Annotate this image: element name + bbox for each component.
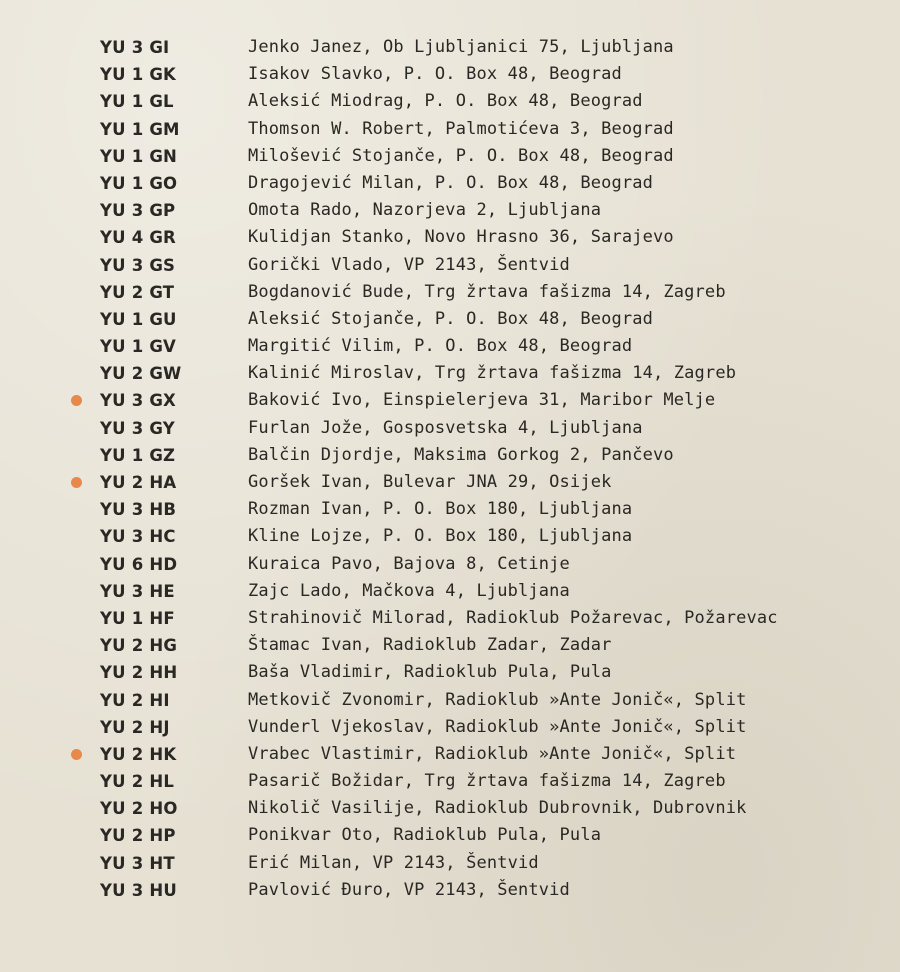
callsign: YU 2 HH [100, 663, 178, 683]
orange-marker-dot-icon [71, 395, 82, 406]
operator-name-address: Kalinić Miroslav, Trg žrtava fašizma 14, Zagreb [248, 363, 737, 384]
callsign: YU 6 HD [100, 554, 178, 574]
list-item [0, 714, 900, 741]
callsign: YU 1 GV [100, 337, 177, 357]
list-item [0, 496, 900, 523]
list-item [0, 523, 900, 550]
orange-marker-dot-icon [71, 477, 82, 488]
list-item [0, 632, 900, 659]
list-item [0, 768, 900, 795]
operator-name-address: Aleksić Stojanče, P. O. Box 48, Beograd [248, 308, 654, 329]
list-item [0, 143, 900, 170]
callsign: YU 1 GN [100, 146, 178, 166]
list-item [0, 387, 900, 414]
list-item [0, 61, 900, 88]
callsign: YU 2 HO [100, 799, 178, 819]
operator-name-address: Balčin Djordje, Maksima Gorkog 2, Pančevo [248, 444, 674, 465]
list-item [0, 88, 900, 115]
operator-name-address: Gorički Vlado, VP 2143, Šentvid [248, 254, 570, 275]
operator-name-address: Omota Rado, Nazorjeva 2, Ljubljana [248, 200, 602, 221]
list-item [0, 605, 900, 632]
list-item [0, 795, 900, 822]
list-item [0, 877, 900, 904]
operator-name-address: Kuraica Pavo, Bajova 8, Cetinje [248, 553, 570, 574]
list-item [0, 551, 900, 578]
callsign: YU 3 GI [100, 38, 170, 57]
operator-name-address: Ponikvar Oto, Radioklub Pula, Pula [248, 825, 602, 846]
operator-name-address: Rozman Ivan, P. O. Box 180, Ljubljana [248, 499, 633, 520]
callsign: YU 3 HT [100, 853, 175, 873]
list-item [0, 116, 900, 143]
callsign: YU 2 GW [100, 364, 182, 384]
list-item [0, 279, 900, 306]
list-item [0, 442, 900, 469]
list-item [0, 252, 900, 279]
operator-name-address: Štamac Ivan, Radioklub Zadar, Zadar [248, 635, 612, 656]
list-item [0, 360, 900, 387]
callsign: YU 3 HE [100, 581, 175, 601]
list-item [0, 741, 900, 768]
callsign: YU 2 HI [100, 690, 170, 710]
operator-name-address: Nikolič Vasilije, Radioklub Dubrovnik, Dubrovnik [248, 798, 747, 819]
operator-name-address: Milošević Stojanče, P. O. Box 48, Beograd [248, 145, 674, 166]
operator-name-address: Goršek Ivan, Bulevar JNA 29, Osijek [248, 472, 612, 492]
callsign: YU 3 GS [100, 255, 176, 275]
callsign: YU 1 GZ [100, 445, 176, 465]
callsign: YU 1 HF [100, 608, 175, 628]
callsign: YU 3 GP [100, 201, 176, 221]
callsign: YU 1 GU [100, 309, 177, 329]
orange-marker-dot-icon [71, 749, 82, 760]
operator-name-address: Zajc Lado, Mačkova 4, Ljubljana [248, 580, 570, 601]
operator-name-address: Margitić Vilim, P. O. Box 48, Beograd [248, 336, 633, 357]
operator-name-address: Kulidjan Stanko, Novo Hrasno 36, Sarajevo [248, 227, 674, 248]
callsign: YU 4 GR [100, 228, 176, 248]
operator-name-address: Vunderl Vjekoslav, Radioklub »Ante Jonič«, Split [248, 716, 747, 737]
operator-name-address: Metkovič Zvonomir, Radioklub »Ante Jonič«, Split [248, 689, 747, 710]
operator-name-address: Dragojević Milan, P. O. Box 48, Beograd [248, 172, 654, 193]
callsign: YU 3 HC [100, 527, 176, 547]
operator-name-address: Isakov Slavko, P. O. Box 48, Beograd [248, 64, 622, 85]
operator-name-address: Baša Vladimir, Radioklub Pula, Pula [248, 662, 612, 683]
operator-name-address: Furlan Jože, Gosposvetska 4, Ljubljana [248, 417, 643, 438]
operator-name-address: Pasarič Božidar, Trg žrtava fašizma 14, Zagreb [248, 771, 726, 792]
operator-name-address: Vrabec Vlastimir, Radioklub »Ante Jonič«, Split [248, 743, 737, 764]
list-item [0, 659, 900, 686]
list-item [0, 687, 900, 714]
operator-name-address: Strahinovič Milorad, Radioklub Požarevac, Požarevac [248, 607, 778, 628]
callsign: YU 3 GY [100, 418, 175, 438]
callsign: YU 2 HG [100, 636, 178, 656]
list-item [0, 170, 900, 197]
callsign: YU 2 HK [100, 744, 177, 764]
callsign: YU 2 HA [100, 473, 177, 492]
list-item [0, 469, 900, 496]
operator-name-address: Pavlović Đuro, VP 2143, Šentvid [248, 879, 570, 900]
callsign: YU 2 HJ [100, 717, 170, 737]
operator-name-address: Baković Ivo, Einspielerjeva 31, Maribor Melje [248, 390, 716, 411]
operator-name-address: Bogdanović Bude, Trg žrtava fašizma 14, Zagreb [248, 281, 726, 302]
operator-name-address: Thomson W. Robert, Palmotićeva 3, Beograd [248, 118, 674, 139]
list-item [0, 578, 900, 605]
callsign: YU 1 GO [100, 173, 178, 193]
list-item [0, 850, 900, 877]
callsign: YU 3 GX [100, 391, 176, 411]
callsign: YU 1 GL [100, 92, 174, 112]
operator-name-address: Aleksić Miodrag, P. O. Box 48, Beograd [248, 91, 643, 112]
callsign: YU 1 GM [100, 119, 180, 139]
list-item [0, 306, 900, 333]
callsign-list [0, 34, 900, 904]
operator-name-address: Erić Milan, VP 2143, Šentvid [248, 852, 539, 873]
callsign: YU 3 HB [100, 500, 177, 520]
list-item [0, 333, 900, 360]
list-item [0, 224, 900, 251]
list-item [0, 415, 900, 442]
callsign: YU 1 GK [100, 65, 177, 85]
list-item [0, 822, 900, 849]
list-item [0, 34, 900, 61]
callsign: YU 2 GT [100, 282, 175, 302]
callsign: YU 3 HU [100, 880, 177, 900]
callsign: YU 2 HL [100, 772, 175, 792]
operator-name-address: Kline Lojze, P. O. Box 180, Ljubljana [248, 526, 633, 547]
operator-name-address: Jenko Janez, Ob Ljubljanici 75, Ljubljana [248, 37, 674, 57]
callsign: YU 2 HP [100, 826, 176, 846]
list-item [0, 197, 900, 224]
